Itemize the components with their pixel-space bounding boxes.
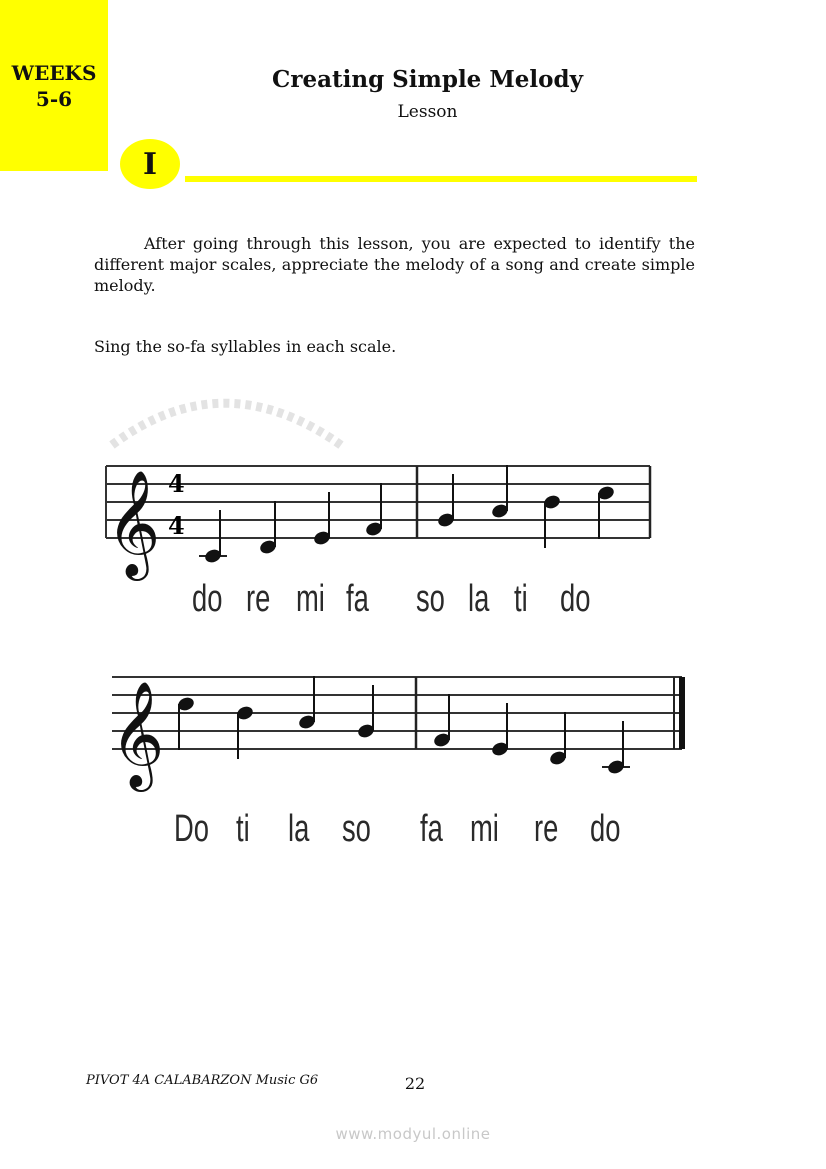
- instruction-text: Sing the so-fa syllables in each scale.: [94, 337, 397, 356]
- intro-paragraph: After going through this lesson, you are expected to identify the different major scales, appreciate the melody of a song and create simple melody.: [94, 234, 695, 295]
- weeks-range: 5-6: [35, 87, 73, 111]
- watermark: www.modyul.online: [335, 1125, 491, 1143]
- section-badge: I: [120, 139, 180, 189]
- solfa-syllable: mi: [470, 808, 499, 850]
- solfa-syllable: ti: [236, 808, 250, 850]
- treble-clef-icon: 𝄞: [106, 469, 161, 576]
- solfa-syllable: mi: [296, 578, 325, 620]
- solfa-syllable: re: [246, 578, 271, 620]
- solfa-syllable: fa: [346, 578, 369, 620]
- staff-descending: [110, 676, 682, 792]
- solfa-syllable: fa: [420, 808, 443, 850]
- solfa-syllable: so: [342, 808, 371, 850]
- solfa-syllable: do: [192, 578, 223, 620]
- footer-source: PIVOT 4A CALABARZON Music G6: [86, 1073, 319, 1088]
- page-subtitle: Lesson: [397, 102, 458, 122]
- page-number: 22: [404, 1074, 426, 1093]
- staff-ascending: [106, 465, 650, 581]
- solfa-syllable: Do: [174, 808, 209, 850]
- solfa-syllable: la: [468, 578, 490, 620]
- solfa-syllable: do: [590, 808, 621, 850]
- weeks-word: WEEKS: [11, 61, 97, 85]
- solfa-syllable: so: [416, 578, 445, 620]
- solfa-syllable: re: [534, 808, 559, 850]
- treble-clef-icon: 𝄞: [110, 680, 165, 787]
- solfa-syllable: la: [288, 808, 310, 850]
- faded-stamp-arc: [112, 403, 345, 448]
- time-signature-top: 4: [168, 469, 185, 498]
- solfa-syllable: do: [560, 578, 591, 620]
- time-signature-bottom: 4: [168, 511, 185, 540]
- page-title: Creating Simple Melody: [272, 66, 583, 93]
- solfa-syllable: ti: [514, 578, 528, 620]
